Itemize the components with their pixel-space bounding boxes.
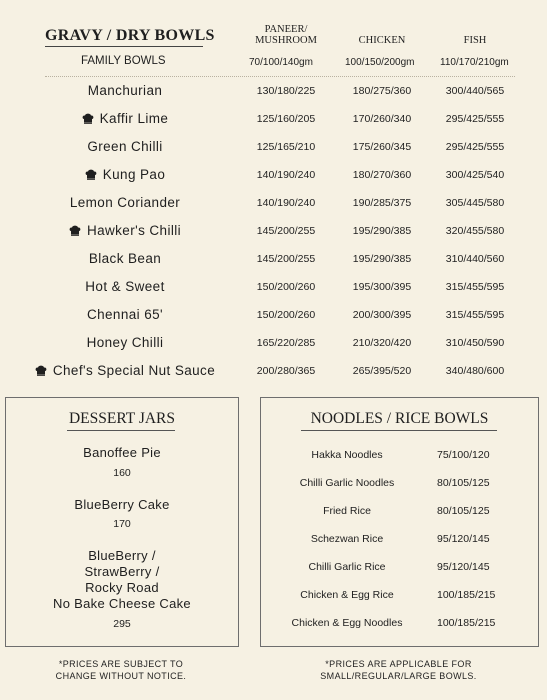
dessert-note-line: CHANGE WITHOUT NOTICE. <box>55 670 187 681</box>
noodle-item-price: 95/120/145 <box>437 561 490 573</box>
dish-price: 180/275/360 <box>352 85 412 97</box>
dish-price: 295/425/555 <box>445 113 505 125</box>
noodle-item-name: Schezwan Rice <box>310 533 384 545</box>
noodles-note <box>260 659 537 682</box>
dessert-box <box>5 397 239 647</box>
dish-row <box>0 217 547 245</box>
dish-name-text: Honey Chilli <box>86 335 164 350</box>
noodle-item-price: 75/100/120 <box>437 449 490 461</box>
dish-price: 315/455/595 <box>445 281 505 293</box>
noodle-item-price: 100/185/215 <box>437 617 496 629</box>
section-title: GRAVY / DRY BOWLS <box>45 27 215 44</box>
dessert-title-underline <box>67 430 175 431</box>
dish-price: 200/300/395 <box>352 309 412 321</box>
dish-name <box>85 279 164 294</box>
dish-price: 265/395/520 <box>352 365 412 377</box>
dish-name <box>82 111 169 126</box>
dish-price: 315/455/595 <box>445 309 505 321</box>
noodle-item-name: Chilli Garlic Rice <box>308 561 386 573</box>
dish-price: 180/270/360 <box>352 169 412 181</box>
noodles-note-line: SMALL/REGULAR/LARGE BOWLS. <box>320 670 477 681</box>
dish-price: 320/455/580 <box>445 225 505 237</box>
dish-price: 195/290/385 <box>352 225 412 237</box>
dish-row <box>0 189 547 217</box>
dish-price: 210/320/420 <box>352 337 412 349</box>
dish-price: 150/200/260 <box>256 309 316 321</box>
dessert-item-name-line: No Bake Cheese Cake <box>53 596 191 611</box>
dish-price: 165/220/285 <box>256 337 316 349</box>
size-paneer: 70/100/140gm <box>249 57 313 68</box>
chef-hat-icon <box>35 364 47 375</box>
dish-name <box>85 167 166 182</box>
chef-hat-icon <box>85 168 97 179</box>
dessert-item-price: 160 <box>113 467 131 479</box>
dish-name <box>69 223 181 238</box>
chef-hat-icon <box>69 224 81 235</box>
noodle-item-name: Hakka Noodles <box>311 449 383 461</box>
dish-name <box>89 251 161 266</box>
family-bowls-label: FAMILY BOWLS <box>81 55 166 67</box>
dish-name-text: Hawker's Chilli <box>86 223 182 238</box>
dish-price: 300/425/540 <box>445 169 505 181</box>
noodle-item-name: Fried Rice <box>323 505 371 517</box>
noodles-title: NOODLES / RICE BOWLS <box>310 410 489 427</box>
dish-row <box>0 301 547 329</box>
size-chicken: 100/150/200gm <box>345 57 415 68</box>
dish-name-text: Chef's Special Nut Sauce <box>52 363 216 378</box>
noodles-note-line: *PRICES ARE APPLICABLE FOR <box>325 659 472 669</box>
dish-name-text: Chennai 65' <box>86 307 164 322</box>
dish-price: 300/440/565 <box>445 85 505 97</box>
dish-price: 145/200/255 <box>256 253 316 265</box>
dish-price: 195/290/385 <box>352 253 412 265</box>
dish-name-text: Kung Pao <box>102 167 166 182</box>
dish-row <box>0 133 547 161</box>
noodle-item-price: 80/105/125 <box>437 477 490 489</box>
dish-name-text: Black Bean <box>88 251 162 266</box>
noodle-item-name: Chilli Garlic Noodles <box>299 477 395 489</box>
dish-price: 295/425/555 <box>445 141 505 153</box>
dish-price: 340/480/600 <box>445 365 505 377</box>
dish-row <box>0 273 547 301</box>
dish-price: 305/445/580 <box>445 197 505 209</box>
dish-name-text: Green Chilli <box>87 139 163 154</box>
noodles-box <box>260 397 539 647</box>
dish-price: 125/160/205 <box>256 113 316 125</box>
dish-row <box>0 357 547 385</box>
column-header-fish: FISH <box>463 35 487 46</box>
column-header-chicken: CHICKEN <box>358 35 406 46</box>
size-fish: 110/170/210gm <box>440 57 509 68</box>
dessert-title: DESSERT JARS <box>68 410 176 427</box>
dish-price: 175/260/345 <box>352 141 412 153</box>
dish-price: 170/260/340 <box>352 113 412 125</box>
dessert-note <box>5 659 237 682</box>
dish-row <box>0 161 547 189</box>
dish-price: 125/165/210 <box>256 141 316 153</box>
dessert-item-name: BlueBerry Cake <box>74 497 170 512</box>
dish-price: 310/450/590 <box>445 337 505 349</box>
dish-name <box>87 307 163 322</box>
dish-price: 145/200/255 <box>256 225 316 237</box>
dessert-item-name-line: BlueBerry / <box>88 548 156 563</box>
noodle-item-price: 80/105/125 <box>437 505 490 517</box>
dish-name <box>70 195 180 210</box>
dish-price: 130/180/225 <box>256 85 316 97</box>
chef-hat-icon <box>82 112 94 123</box>
dish-name <box>35 363 215 378</box>
dish-price: 140/190/240 <box>256 169 316 181</box>
dessert-item-name-line: StrawBerry / <box>84 564 160 579</box>
dish-price: 140/190/240 <box>256 197 316 209</box>
dish-row <box>0 105 547 133</box>
dessert-note-line: *PRICES ARE SUBJECT TO <box>58 659 184 669</box>
title-underline <box>45 46 203 47</box>
dish-name-text: Manchurian <box>87 83 163 98</box>
dish-price: 195/300/395 <box>352 281 412 293</box>
noodle-item-name: Chicken & Egg Noodles <box>291 617 403 629</box>
column-header-paneer: PANEER/ MUSHROOM <box>255 24 317 46</box>
dish-price: 150/200/260 <box>256 281 316 293</box>
dish-name-text: Lemon Coriander <box>69 195 181 210</box>
dish-name <box>87 139 162 154</box>
dessert-item-price: 295 <box>113 618 131 630</box>
noodle-item-price: 95/120/145 <box>437 533 490 545</box>
dish-name-text: Hot & Sweet <box>85 279 165 294</box>
dessert-item-price: 170 <box>113 518 131 530</box>
dish-price: 310/440/560 <box>445 253 505 265</box>
dish-price: 200/280/365 <box>256 365 316 377</box>
dish-row <box>0 329 547 357</box>
dish-name <box>87 335 164 350</box>
noodle-item-name: Chicken & Egg Rice <box>300 589 394 601</box>
dish-row <box>0 77 547 105</box>
dish-name <box>88 83 163 98</box>
noodle-item-price: 100/185/215 <box>437 589 496 601</box>
dessert-item-name-line: Rocky Road <box>85 580 159 595</box>
dish-row <box>0 245 547 273</box>
dessert-item-name: Banoffee Pie <box>83 445 161 460</box>
dish-price: 190/285/375 <box>352 197 412 209</box>
noodles-title-underline <box>301 430 497 431</box>
dish-name-text: Kaffir Lime <box>99 111 169 126</box>
